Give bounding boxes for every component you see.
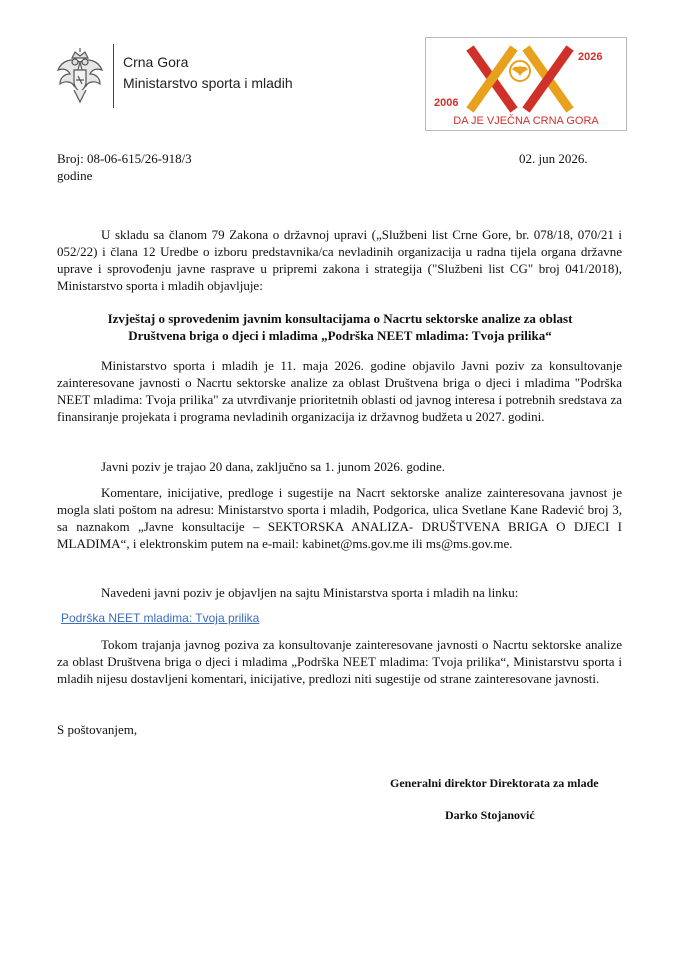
paragraph-no-comments: Tokom trajanja javnog poziva za konsultovanje zainteresovane javnosti o Nacrtu sektorske analize za oblast Društvena briga o djeci i mladima „Podrška NEET mladima: Tvoja prilika“, Ministarstvu sporta i mladih nijesu dostavljeni komentari, inicijative, predlozi niti sugestije od strane zainteresovane javnosti. xyxy=(57,637,622,686)
jubilee-year-left: 2006 xyxy=(434,97,459,109)
signatory-role: Generalni direktor Direktorata za mlade xyxy=(390,776,599,790)
ministry-name: Ministarstvo sporta i mladih xyxy=(123,75,293,91)
jubilee-tagline: DA JE VJEČNA CRNA GORA xyxy=(453,115,599,127)
paragraph-publication: Ministarstvo sporta i mladih je 11. maja 2026. godine objavilo Javni poziv za konsultovanje zainteresovane javnosti o Nacrtu sektorske analize za oblast Društvena briga o djeci i mladima "Podrška NEET mladima: Tvoja prilika" za utvrđivanje prioritetnih oblasti od javnog interesa i potrebnih sredstava za finansiranje projekata i programa nevladinih organizacija iz državnog budžeta u 2027. godini. xyxy=(57,358,622,424)
paragraph-submission: Komentare, inicijative, predloge i sugestije na Nacrt sektorske analize zainteresovana javnost je mogla slati poštom na adresu: Ministarstvo sporta i mladih, Podgorica, ulica Svetlane Kane Radević broj 3, sa naznakom „Javne konsultacije – SEKTORSKA ANALIZA- DRUŠTVENA BRIGA O DJECI I MLADIMA“, i elektronskim putem na e-mail: kabinet@ms.gov.me ili ms@ms.gov.me. xyxy=(57,485,622,551)
report-title-line-1: Izvještaj o sprovedenim javnim konsultacijama o Nacrtu sektorske analize za oblast xyxy=(107,311,573,326)
ministry-header xyxy=(123,52,293,94)
header-divider xyxy=(113,44,114,108)
document-date: 02. jun 2026. xyxy=(519,151,588,166)
reference-number: Broj: 08-06-615/26-918/3 xyxy=(57,151,192,166)
intro-paragraph: U skladu sa članom 79 Zakona o državnoj upravi („Službeni list Crne Gore, br. 078/18, 070/21 i 052/22) i člana 12 Uredbe o izboru predstavnika/ca nevladinih organizacija u radna tijela organa državne uprave i sprovođenju javne rasprave u pripremi zakona i strategija ("Službeni list CG" broj 041/2018), Ministarstvo sporta i mladih objavljuje: xyxy=(57,227,622,293)
neet-link[interactable]: Podrška NEET mladima: Tvoja prilika xyxy=(61,611,260,625)
paragraph-link-intro: Navedeni javni poziv je objavljen na sajtu Ministarstva sporta i mladih na linku: xyxy=(101,585,519,600)
coat-of-arms-icon xyxy=(50,46,110,106)
jubilee-year-right: 2026 xyxy=(578,51,603,63)
report-title-line-2: Društvena briga o djeci i mladima „Podrška NEET mladima: Tvoja prilika“ xyxy=(128,328,552,343)
report-title xyxy=(40,310,640,344)
signatory-name: Darko Stojanović xyxy=(445,808,535,822)
date-suffix: godine xyxy=(57,168,93,183)
country-name: Crna Gora xyxy=(123,54,189,70)
jubilee-logo xyxy=(425,37,627,131)
paragraph-duration: Javni poziv je trajao 20 dana, zaključno sa 1. junom 2026. godine. xyxy=(101,459,446,474)
closing-greeting: S poštovanjem, xyxy=(57,722,138,737)
